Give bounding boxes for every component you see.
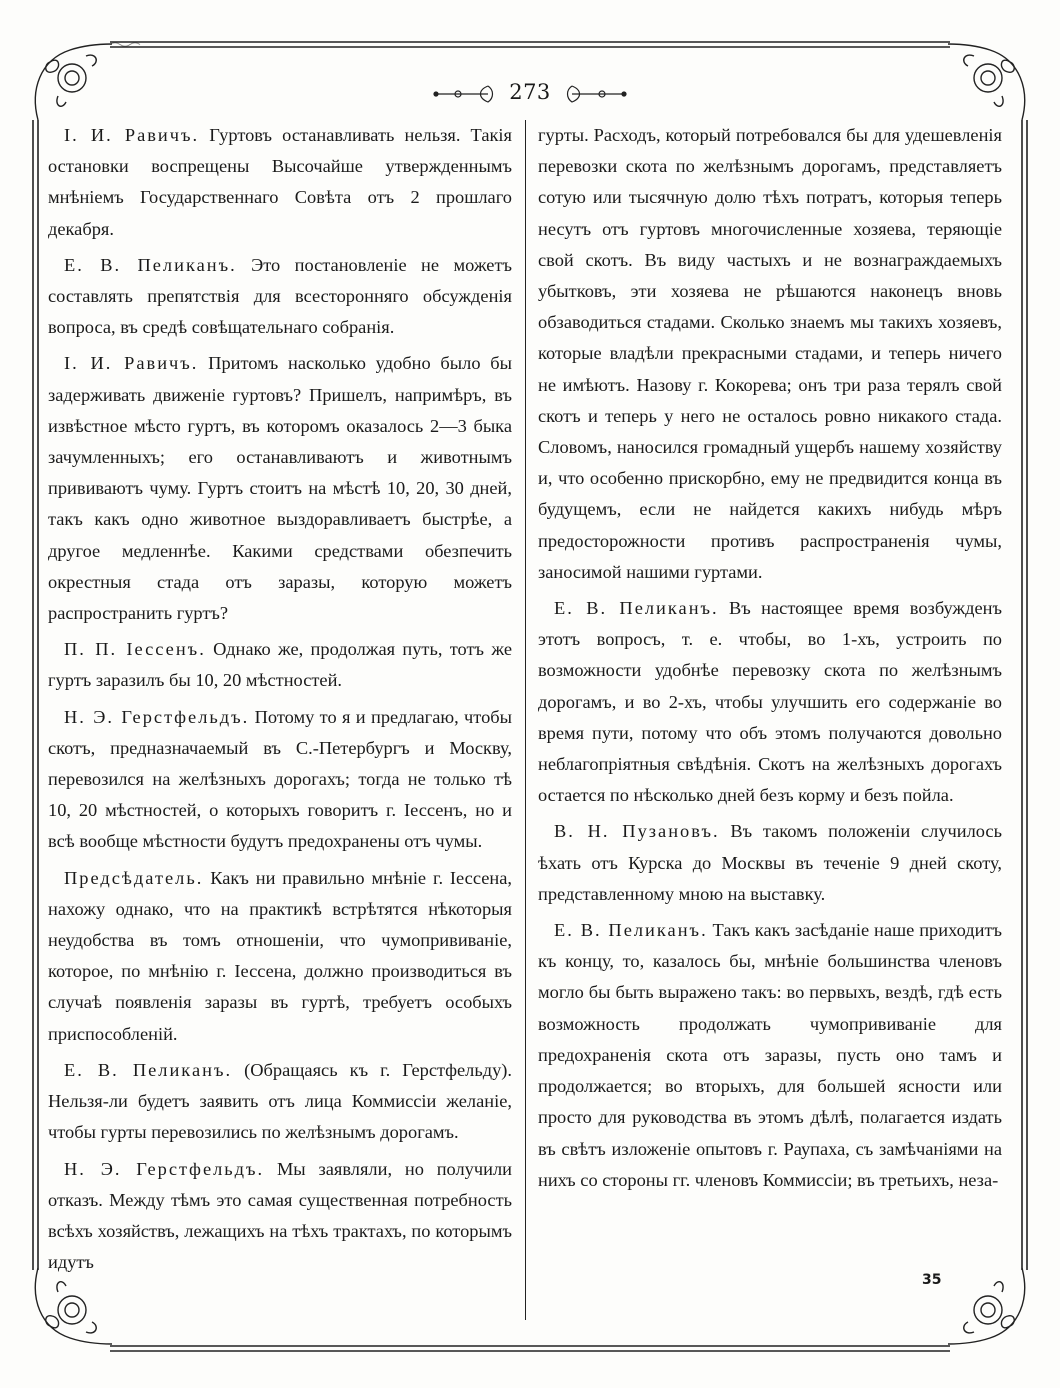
paragraph <box>538 915 1002 1196</box>
speech-text: Въ настоящее время возбужденъ этотъ вопросъ, т. е. чтобы, во 1-хъ, устроить по возможности удобнѣе перевозку скота по желѣзнымъ дорогамъ, и во 2-хъ, чтобы улучшить его содержаніе во время пути, потому что объ этомъ получаются довольно неблагопріятныя свѣдѣнія. Скотъ на желѣзныхъ дорогахъ остается по нѣсколько дней безъ корму и безъ пойла. <box>538 598 1003 806</box>
paragraph <box>48 702 512 858</box>
speech-text: Мы заявляли, но получили отказъ. Между тѣмъ это самая существенная потребность всѣхъ хозяйствъ, лежащихъ на тѣхъ трактахъ, по которымъ идутъ <box>48 1158 512 1273</box>
speaker-name: Е. В. Пеликанъ. <box>64 1059 233 1080</box>
signature-mark: 35 <box>922 1272 942 1288</box>
right-column <box>538 120 1002 1201</box>
speech-text: Потому то я и предлагаю, чтобы скотъ, предназначаемый въ С.-Петербургъ и Москву, перевозился на желѣзныхъ дорогахъ; тогда не только тѣ 10, 20 мѣстностей, о которыхъ говоритъ г. Іессенъ, но и всѣ вообще мѣстности будутъ предохранены отъ чумы. <box>48 706 513 852</box>
speech-text: Однако же, продолжая путь, тотъ же гуртъ заразилъ бы 10, 20 мѣстностей. <box>48 639 512 691</box>
speaker-name: Е. В. Пеликанъ. <box>554 598 719 619</box>
paragraph <box>48 1154 512 1279</box>
paragraph <box>48 120 512 245</box>
speaker-name: Н. Э. Герстфельдъ. <box>64 1158 265 1179</box>
speaker-name: П. П. Іессенъ. <box>64 639 206 660</box>
left-column <box>48 120 512 1283</box>
speaker-name: Е. В. Пеликанъ. <box>554 920 708 941</box>
speech-text: Въ такомъ положеніи случилось ѣхать отъ Курска до Москвы въ теченіе 9 дней скоту, представленному мною на выставку. <box>538 821 1002 904</box>
speech-text: гурты. Расходъ, который потребовался бы для удешевленія перевозки скота по желѣзнымъ дорогамъ, представляетъ сотую или тысячную долю тѣхъ потратъ, которыя теперь несутъ отъ гуртовъ многочисленные хозяева, теряющіе свой скотъ. Въ виду частыхъ и не вознаграждаемыхъ убытковъ, эти хозяева не рѣшаются наконецъ вновь обзаводиться стадами. Сколько знаемъ мы такихъ хозяевъ, которые владѣли прекрасными стадами, и теперь ничего не имѣютъ. Назову г. Кокорева; онъ три раза терялъ свой скотъ и теперь у него не осталось ровно никакого стада. Словомъ, наносился громадный ущербъ нашему хозяйству и, что особенно прискорбно, ему не предвидится конца въ будущемъ, если не найдется какихъ нибудь мѣръ предосторожности противъ распространенія чумы, заносимой нашими гуртами. <box>538 125 1002 582</box>
column-divider <box>525 120 526 1320</box>
speaker-name: Н. Э. Герстфельдъ. <box>64 706 250 727</box>
speaker-name: Предсѣдатель. <box>64 867 204 888</box>
paragraph <box>48 1055 512 1149</box>
speaker-name: І. И. Равичъ. <box>64 125 200 145</box>
speech-text: Это постановленіе не можетъ составлять препятствія для всесторонняго обсужденія вопроса, въ средѣ совѣщательнаго собранія. <box>48 254 512 338</box>
speech-text: Такъ какъ засѣданіе наше приходитъ къ концу, то, казалось бы, мнѣніе большинства членовъ могло бы быть выражено такъ: во первыхъ, вездѣ, гдѣ есть возможность продолжать чумопрививаніе для предохраненія скота отъ заразы, пусть оно тамъ и продолжается; во вторыхъ, для большей ясности или просто для руководства въ этомъ дѣлѣ, полагается издать въ свѣтъ изложеніе опытовъ г. Раупаха, съ замѣчаніями на нихъ со стороны гг. членовъ Коммиссіи; въ третьихъ, неза- <box>538 920 1002 1190</box>
paragraph <box>48 348 512 629</box>
paragraph <box>538 816 1002 910</box>
paragraph <box>538 593 1002 811</box>
paragraph <box>48 250 512 344</box>
speech-text: Гуртовъ останавливать нельзя. Такія остановки воспрещены Высочайше утвержденнымъ мнѣніемъ Государственнаго Совѣта отъ 2 прошлаго декабря. <box>48 125 512 239</box>
page-number: 273 <box>509 80 551 104</box>
speech-text: Какъ ни правильно мнѣніе г. Іессена, нахожу однако, что на практикѣ встрѣтятся нѣкоторыя неудобства въ томъ отношеніи, что чумопрививаніе, которое, по мнѣнію г. Іессена, должно производиться въ случаѣ появленія заразы въ гуртѣ, требуетъ особыхъ приспособленій. <box>48 867 512 1044</box>
speech-text: Притомъ насколько удобно было бы задерживать движеніе гуртовъ? Пришелъ, напримѣръ, въ извѣстное мѣсто гуртъ, въ которомъ оказалось 2—3 быка зачумленныхъ; его останавливаютъ и животнымъ прививаютъ чуму. Гуртъ стоитъ на мѣстѣ 10, 20, 30 дней, такъ какъ одно животное выздоравливаетъ быстрѣе, а другое медленнѣе. Какими средствами обезпечить окрестныя стада отъ заразы, которую можетъ распространить гуртъ? <box>48 353 512 624</box>
speech-text: (Обращаясь къ г. Герстфельду). Нельзя-ли будетъ заявить отъ лица Коммиссіи желаніе, чтобы гурты перевозились по желѣзнымъ дорогамъ. <box>48 1059 512 1143</box>
corner-ornament-bottom-right <box>948 1268 1025 1344</box>
paragraph <box>48 634 512 696</box>
speaker-name: І. И. Равичъ. <box>64 353 199 374</box>
paragraph <box>538 120 1002 588</box>
speaker-name: Е. В. Пеликанъ. <box>64 254 237 275</box>
paragraph <box>48 863 512 1050</box>
speaker-name: В. Н. Пузановъ. <box>554 821 720 842</box>
